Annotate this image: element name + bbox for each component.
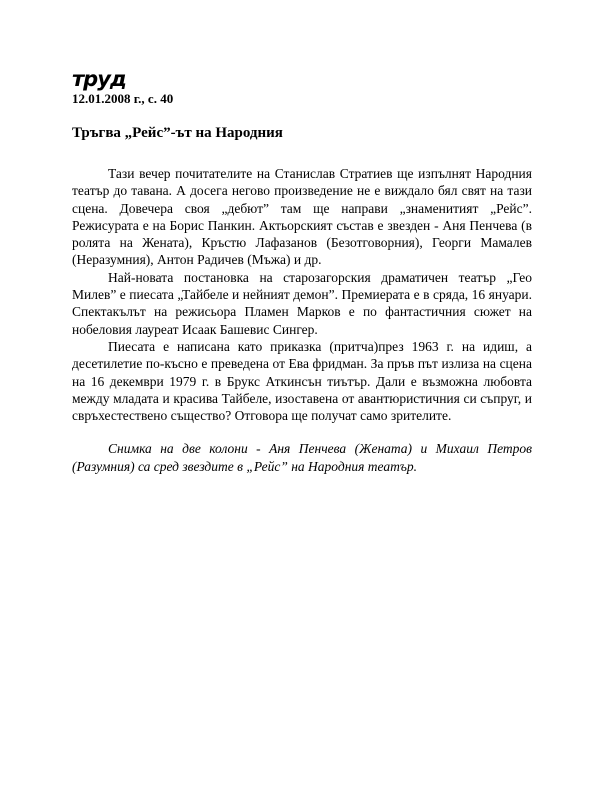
svg-text:труд: труд bbox=[72, 67, 126, 91]
article-paragraph: Тази вечер почитателите на Станислав Стратиев ще изпълнят Народния театър до тавана. А досега негово произведение не е виждало бял свят на тази сцена. Довечера своя „дебют” там ще направи „знаменитият „Рейс”. Режисурата е на Борис Панкин. Актьорският състав е звезден - Аня Пенчева (в ролята на Жената), Кръстю Лафазанов (Безотговорния), Георги Мамалев (Неразумния), Антон Радичев (Мъжа) и др. bbox=[72, 166, 532, 268]
newspaper-logo bbox=[72, 66, 136, 92]
article-paragraph: Най-новата постановка на старозагорския драматичен театър „Гео Милев” е пиесата „Тайбеле и нейният демон”. Премиерата е в сряда, 16 януари. Спектакълът на режисьора Пламен Марков е по фантастичния сюжет на нобеловия лауреат Исаак Башевис Сингер. bbox=[72, 269, 532, 337]
photo-caption: Снимка на две колони - Аня Пенчева (Жената) и Михаил Петров (Разумния) са сред звездите в „Рейс” на Народния театър. bbox=[72, 441, 532, 474]
source-line: 12.01.2008 г., с. 40 bbox=[72, 91, 174, 106]
article-paragraph: Пиесата е написана като приказка (притча)през 1963 г. на идиш, а десетилетие по-късно е преведена от Ева фридман. За пръв път излиза на сцена на 16 декември 1979 г. в Брукс Аткинсън тиътър. Дали е възможна любовта между младата и красива Тайбеле, изоставена от авантюристичния си съпруг, и свръхестествено същество? Отговора ще получат само зрителите. bbox=[72, 338, 532, 424]
article-title: Тръгва „Рейс”-ът на Народния bbox=[72, 125, 283, 141]
article-body bbox=[72, 165, 532, 475]
